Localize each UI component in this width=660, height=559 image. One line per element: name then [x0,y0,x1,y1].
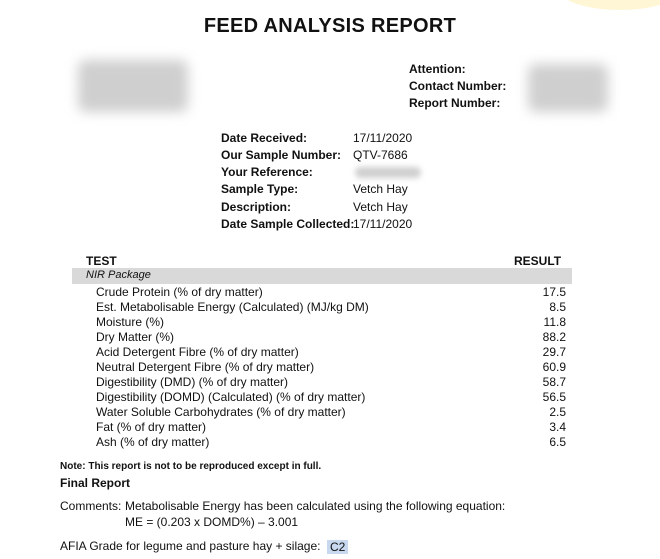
table-row [96,390,566,405]
test-result: 6.5 [549,435,566,449]
info-label: Date Sample Collected: [221,217,355,231]
info-label: Date Received: [221,131,308,145]
test-name: Neutral Detergent Fibre (% of dry matter) [96,360,315,374]
me-equation: ME = (0.203 x DOMD%) – 3.001 [125,515,299,529]
table-row [96,405,566,420]
test-name: Digestibility (DOMD) (Calculated) (% of dry matter) [96,390,366,404]
result-column-header: RESULT [514,254,562,268]
corner-highlight [560,0,660,10]
test-name: Est. Metabolisable Energy (Calculated) (MJ/kg DM) [96,300,369,314]
table-row [96,285,566,300]
info-value: Vetch Hay [353,182,408,196]
table-row [96,435,566,450]
info-label: Our Sample Number: [221,148,342,162]
info-value: QTV-7686 [353,148,408,162]
test-name: Water Soluble Carbohydrates (% of dry matter) [96,405,346,419]
test-column-header: TEST [86,254,117,268]
test-name: Acid Detergent Fibre (% of dry matter) [96,345,299,359]
test-result: 11.8 [543,315,566,329]
table-row [96,345,566,360]
test-result: 8.5 [549,300,566,314]
redacted-reference [355,167,421,178]
test-result: 2.5 [549,405,566,419]
test-result: 58.7 [542,375,566,389]
test-name: Ash (% of dry matter) [96,435,210,449]
test-result: 29.7 [542,345,566,359]
contact-number-label: Contact Number: [409,79,507,93]
package-band [72,268,572,284]
attention-label: Attention: [409,62,466,76]
report-title: FEED ANALYSIS REPORT [203,15,457,37]
test-result: 17.5 [542,285,566,299]
test-name: Dry Matter (%) [96,330,174,344]
test-name: Digestibility (DMD) (% of dry matter) [96,375,289,389]
info-value: 17/11/2020 [353,131,413,145]
test-result: 56.5 [542,390,566,404]
test-result: 88.2 [542,330,566,344]
afia-grade-label: AFIA Grade for legume and pasture hay + silage: [60,539,321,553]
info-label: Description: [221,200,292,214]
test-result: 60.9 [542,360,566,374]
test-result: 3.4 [549,420,566,434]
package-label: NIR Package [86,269,151,281]
info-value: Vetch Hay [353,200,408,214]
test-name: Crude Protein (% of dry matter) [96,285,263,299]
info-label: Your Reference: [221,165,313,179]
afia-grade-value: C2 [327,540,348,554]
table-row [96,330,566,345]
report-number-label: Report Number: [409,96,501,110]
comments-label: Comments: [60,499,122,513]
info-value: 17/11/2020 [353,217,413,231]
afia-grade-value-box [327,538,348,556]
test-name: Moisture (%) [96,315,165,329]
table-row [96,420,566,435]
table-row [96,360,566,375]
redacted-contact [528,64,608,112]
reproduction-note: Note: This report is not to be reproduced except in full. [60,461,322,472]
table-row [96,300,566,315]
info-label: Sample Type: [221,182,299,196]
table-row [96,375,566,390]
test-name: Fat (% of dry matter) [96,420,207,434]
table-row [96,315,566,330]
redacted-address [78,60,188,112]
comments-text: Metabolisable Energy has been calculated using the following equation: [125,499,506,513]
final-report-label: Final Report [60,476,131,490]
